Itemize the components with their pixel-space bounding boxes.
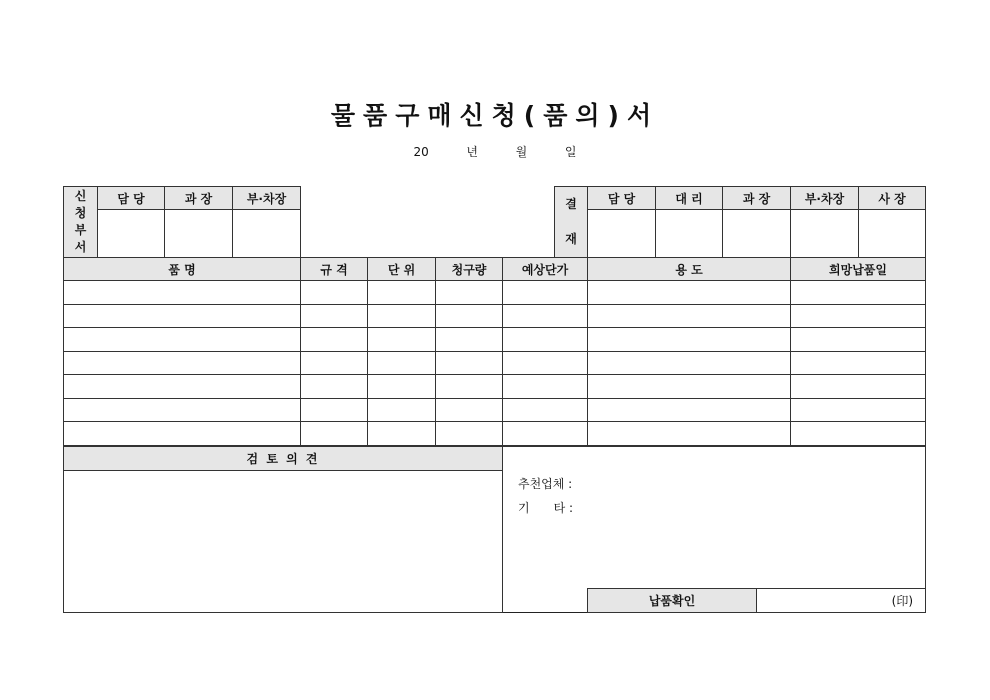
spec-cell[interactable] bbox=[301, 304, 368, 328]
other-label: 기 타 : bbox=[518, 501, 574, 515]
date-year-prefix: 20 bbox=[413, 145, 429, 159]
unit-price-cell[interactable] bbox=[503, 281, 588, 305]
spec-cell[interactable] bbox=[301, 328, 368, 352]
purpose-cell[interactable] bbox=[588, 328, 791, 352]
unit-cell[interactable] bbox=[368, 375, 436, 399]
approval-header-director: 부·차장 bbox=[791, 187, 859, 210]
item-name-cell[interactable] bbox=[64, 281, 301, 305]
items-header-row bbox=[64, 258, 926, 281]
spec-cell[interactable] bbox=[301, 422, 368, 446]
dept-header-director: 부·차장 bbox=[233, 187, 301, 210]
date-day-label: 일 bbox=[564, 145, 577, 159]
spec-cell[interactable] bbox=[301, 351, 368, 375]
approval-sign-manager[interactable] bbox=[723, 210, 791, 258]
delivery-date-cell[interactable] bbox=[791, 281, 926, 305]
purpose-cell[interactable] bbox=[588, 375, 791, 399]
date-line bbox=[0, 143, 990, 160]
delivery-date-cell[interactable] bbox=[791, 398, 926, 422]
delivery-date-cell[interactable] bbox=[791, 375, 926, 399]
unit-price-cell[interactable] bbox=[503, 304, 588, 328]
date-year-label: 년 bbox=[466, 145, 479, 159]
unit-price-cell[interactable] bbox=[503, 422, 588, 446]
header-unit: 단 위 bbox=[368, 258, 436, 281]
header-item-name: 품 명 bbox=[64, 258, 301, 281]
delivery-date-cell[interactable] bbox=[791, 422, 926, 446]
approval-header-manager: 과 장 bbox=[723, 187, 791, 210]
quantity-cell[interactable] bbox=[436, 304, 503, 328]
unit-price-cell[interactable] bbox=[503, 398, 588, 422]
table-row bbox=[64, 375, 926, 399]
quantity-cell[interactable] bbox=[436, 398, 503, 422]
dept-sign-director[interactable] bbox=[233, 210, 301, 258]
unit-price-cell[interactable] bbox=[503, 375, 588, 399]
header-delivery-date: 희망납품일 bbox=[791, 258, 926, 281]
quantity-cell[interactable] bbox=[436, 281, 503, 305]
unit-price-cell[interactable] bbox=[503, 328, 588, 352]
items-table bbox=[63, 257, 926, 446]
spec-cell[interactable] bbox=[301, 375, 368, 399]
unit-price-cell[interactable] bbox=[503, 351, 588, 375]
spec-cell[interactable] bbox=[301, 281, 368, 305]
item-name-cell[interactable] bbox=[64, 422, 301, 446]
dept-sign-staff[interactable] bbox=[98, 210, 165, 258]
delivery-date-cell[interactable] bbox=[791, 351, 926, 375]
approval-header-assistant-manager: 대 리 bbox=[656, 187, 723, 210]
seal-mark: (印) bbox=[891, 594, 914, 608]
unit-cell[interactable] bbox=[368, 351, 436, 375]
purpose-cell[interactable] bbox=[588, 351, 791, 375]
header-unit-price: 예상단가 bbox=[503, 258, 588, 281]
approval-sign-assistant-manager[interactable] bbox=[656, 210, 723, 258]
item-name-cell[interactable] bbox=[64, 351, 301, 375]
unit-cell[interactable] bbox=[368, 304, 436, 328]
approval-sign-director[interactable] bbox=[791, 210, 859, 258]
table-row bbox=[64, 304, 926, 328]
spec-cell[interactable] bbox=[301, 398, 368, 422]
purpose-cell[interactable] bbox=[588, 304, 791, 328]
purpose-cell[interactable] bbox=[588, 422, 791, 446]
unit-cell[interactable] bbox=[368, 398, 436, 422]
header-quantity: 청구량 bbox=[436, 258, 503, 281]
vendor-info-area[interactable] bbox=[503, 447, 926, 589]
delivery-confirm-label: 납품확인 bbox=[588, 589, 757, 613]
delivery-date-cell[interactable] bbox=[791, 328, 926, 352]
item-name-cell[interactable] bbox=[64, 398, 301, 422]
review-opinion-header: 검 토 의 견 bbox=[64, 447, 503, 471]
table-row bbox=[64, 398, 926, 422]
item-name-cell[interactable] bbox=[64, 304, 301, 328]
item-name-cell[interactable] bbox=[64, 328, 301, 352]
unit-cell[interactable] bbox=[368, 281, 436, 305]
approval-label: 결 재 bbox=[555, 187, 588, 258]
delivery-date-cell[interactable] bbox=[791, 304, 926, 328]
review-opinion-body[interactable] bbox=[64, 471, 503, 613]
table-row bbox=[64, 281, 926, 305]
purpose-cell[interactable] bbox=[588, 398, 791, 422]
purpose-cell[interactable] bbox=[588, 281, 791, 305]
unit-cell[interactable] bbox=[368, 422, 436, 446]
dept-header-staff: 담 당 bbox=[98, 187, 165, 210]
quantity-cell[interactable] bbox=[436, 422, 503, 446]
review-table bbox=[63, 446, 926, 613]
date-month-label: 월 bbox=[515, 145, 528, 159]
table-row bbox=[64, 328, 926, 352]
quantity-cell[interactable] bbox=[436, 328, 503, 352]
table-row bbox=[64, 351, 926, 375]
header-spec: 규 격 bbox=[301, 258, 368, 281]
approval-header-president: 사 장 bbox=[859, 187, 926, 210]
requesting-dept-label: 신 청 부 서 bbox=[64, 187, 98, 258]
quantity-cell[interactable] bbox=[436, 375, 503, 399]
quantity-cell[interactable] bbox=[436, 351, 503, 375]
delivery-confirm-field[interactable] bbox=[757, 589, 926, 613]
approval-sign-president[interactable] bbox=[859, 210, 926, 258]
requesting-dept-table bbox=[63, 186, 301, 258]
vendor-spacer-cell bbox=[503, 589, 588, 613]
approval-sign-staff[interactable] bbox=[588, 210, 656, 258]
unit-cell[interactable] bbox=[368, 328, 436, 352]
table-row bbox=[64, 422, 926, 446]
items-body bbox=[64, 281, 926, 446]
approval-header-staff: 담 당 bbox=[588, 187, 656, 210]
recommended-vendor-label: 추천업체 : bbox=[518, 477, 573, 491]
dept-header-manager: 과 장 bbox=[165, 187, 233, 210]
form-title: 물품구매신청(품의)서 bbox=[330, 101, 660, 130]
item-name-cell[interactable] bbox=[64, 375, 301, 399]
header-purpose: 용 도 bbox=[588, 258, 791, 281]
dept-sign-manager[interactable] bbox=[165, 210, 233, 258]
approval-table bbox=[554, 186, 926, 258]
